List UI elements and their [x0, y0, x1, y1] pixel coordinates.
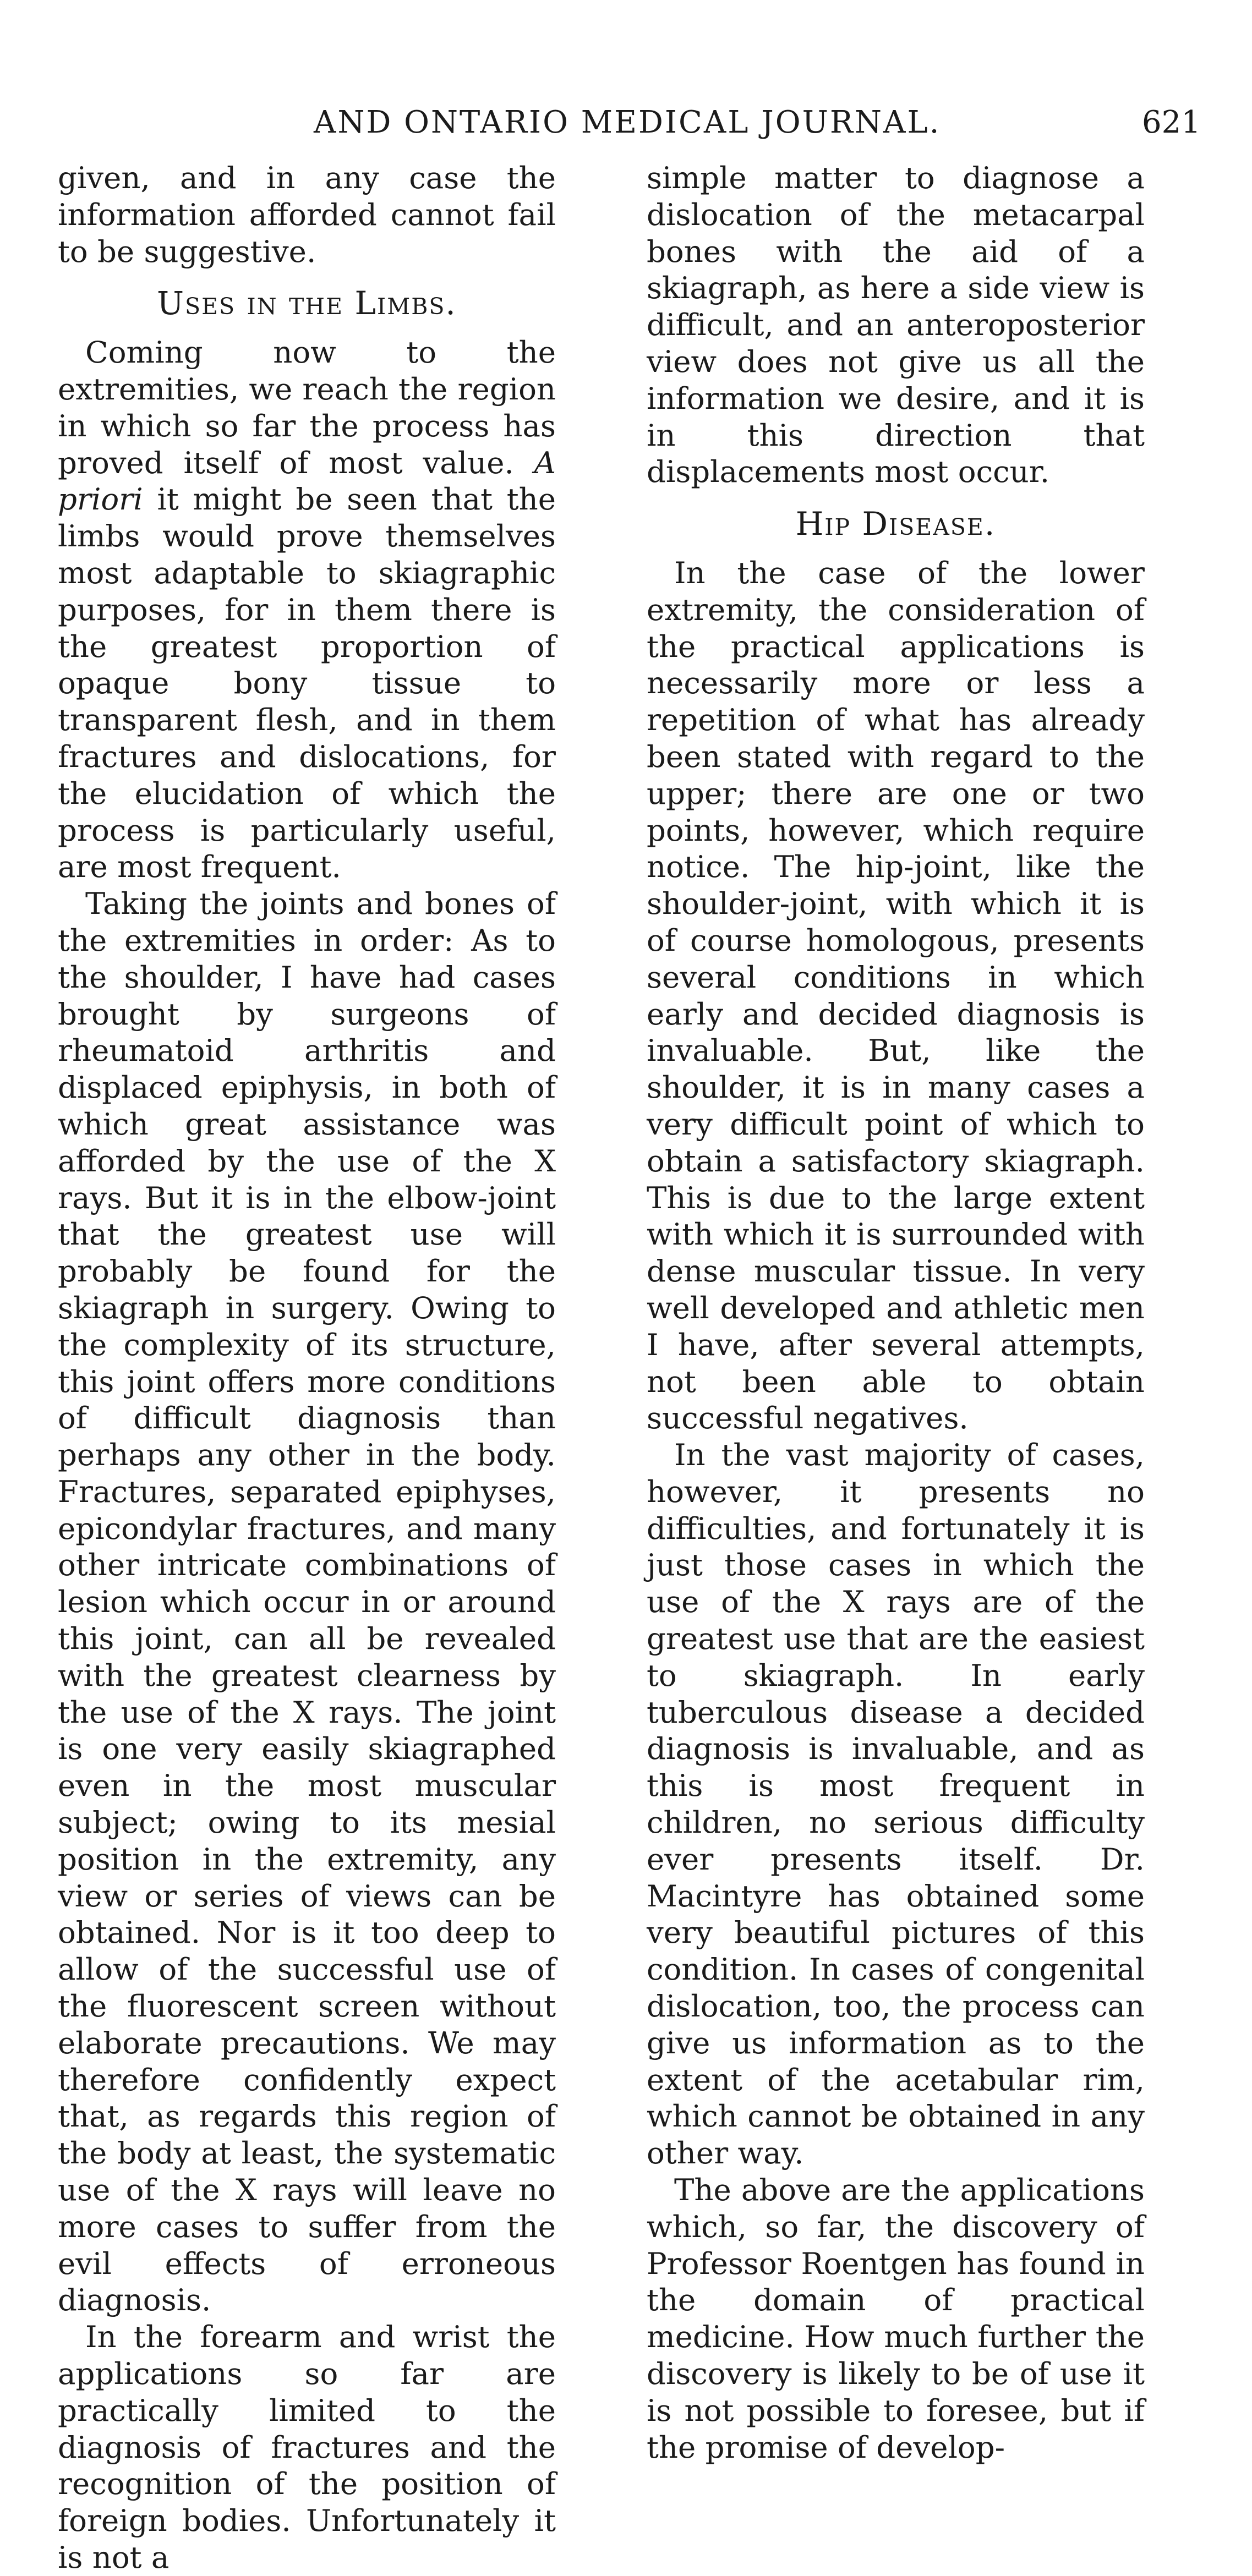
running-head: AND ONTARIO MEDICAL JOURNAL. [314, 105, 941, 140]
paragraph: The above are the applications which, so far, the discovery of Professor Roentgen has found in the domain of practical medicine. How much further the discovery is likely to be of use it is not possible to foresee, but if the promise of develop- [647, 2172, 1145, 2465]
section-heading-hip-disease: Hip Disease. [795, 505, 996, 543]
paragraph: Taking the joints and bones of the extremities in order: As to the shoulder, I have had cases brought by surgeons of rheumatoid arthritis and displaced epiphysis, in both of which great assistance was afforded by the use of the X rays. But it is in the elbow-joint that the greatest use will probably be found for the skiagraph in surgery. Owing to the complexity of its structure, this joint offers more conditions of difficult diagnosis than perhaps any other in the body. Fractures, separated epiphyses, epicondylar fractures, and many other intricate combinations of lesion which occur in or around this joint, can all be revealed with the greatest clearness by the use of the X rays. The joint is one very easily skiagraphed even in the most muscular subject; owing to its mesial position in the extremity, any view or series of views can be obtained. Nor is it too deep to allow of the successful use of the fluorescent screen without elaborate precautions. We may therefore confidently expect that, as regards this region of the body at least, the systematic use of the X rays will leave no more cases to suffer from the evil effects of erroneous diagnosis. [58, 886, 556, 2318]
paragraph: In the forearm and wrist the applications so far are practically limited to the diagnosis of fractures and the recognition of the position of foreign bodies. Unfortunately it is not a [58, 2319, 556, 2575]
paragraph: given, and in any case the information afforded cannot fail to be suggestive. [58, 160, 556, 269]
paragraph: In the case of the lower extremity, the consideration of the practical applications is necessarily more or less a repetition of what has already been stated with regard to the upper; there are one or two points, however, which require notice. The hip-joint, like the shoulder-joint, with which it is of course homologous, presents several conditions in which early and decided diagnosis is invaluable. But, like the shoulder, it is in many cases a very difficult point of which to obtain a satisfactory skiagraph. This is due to the large extent with which it is surrounded with dense muscular tissue. In very well developed and athletic men I have, after several attempts, not been able to obtain successful negatives. [647, 555, 1145, 1436]
right-column [647, 160, 1145, 2465]
page-number: 621 [1142, 105, 1201, 140]
paragraph [58, 334, 556, 885]
section-heading-uses-in-limbs: Uses in the Limbs. [157, 284, 457, 322]
paragraph: In the vast majority of cases, however, it presents no difficulties, and fortunately it is just those cases in which the use of the X rays are of the greatest use that are the easiest to skiagraph. In early tuberculous disease a decided diagnosis is invaluable, and as this is most frequent in children, no serious difficulty ever presents itself. Dr. Macintyre has obtained some very beautiful pictures of this condition. In cases of congenital dislocation, too, the process can give us information as to the extent of the acetabular rim, which cannot be obtained in any other way. [647, 1437, 1145, 2171]
page-header [0, 105, 1252, 149]
paragraph: simple matter to diagnose a dislocation of the metacarpal bones with the aid of a skiagraph, as here a side view is difficult, and an anteroposterior view does not give us all the information we desire, and it is in this direction that displacements most occur. [647, 160, 1145, 490]
text-run: it might be seen that the limbs would prove themselves most adaptable to skiagraphic purposes, for in them there is the greatest proportion of opaque bony tissue to transparent flesh, and in them fractures and dislocations, for the elucidation of which the process is particularly useful, are most frequent. [58, 481, 556, 885]
left-column [58, 160, 556, 2576]
text-run: Coming now to the extremities, we reach the region in which so far the process has proved itself of most value. [58, 335, 556, 480]
italic-phrase: A priori [58, 445, 556, 517]
